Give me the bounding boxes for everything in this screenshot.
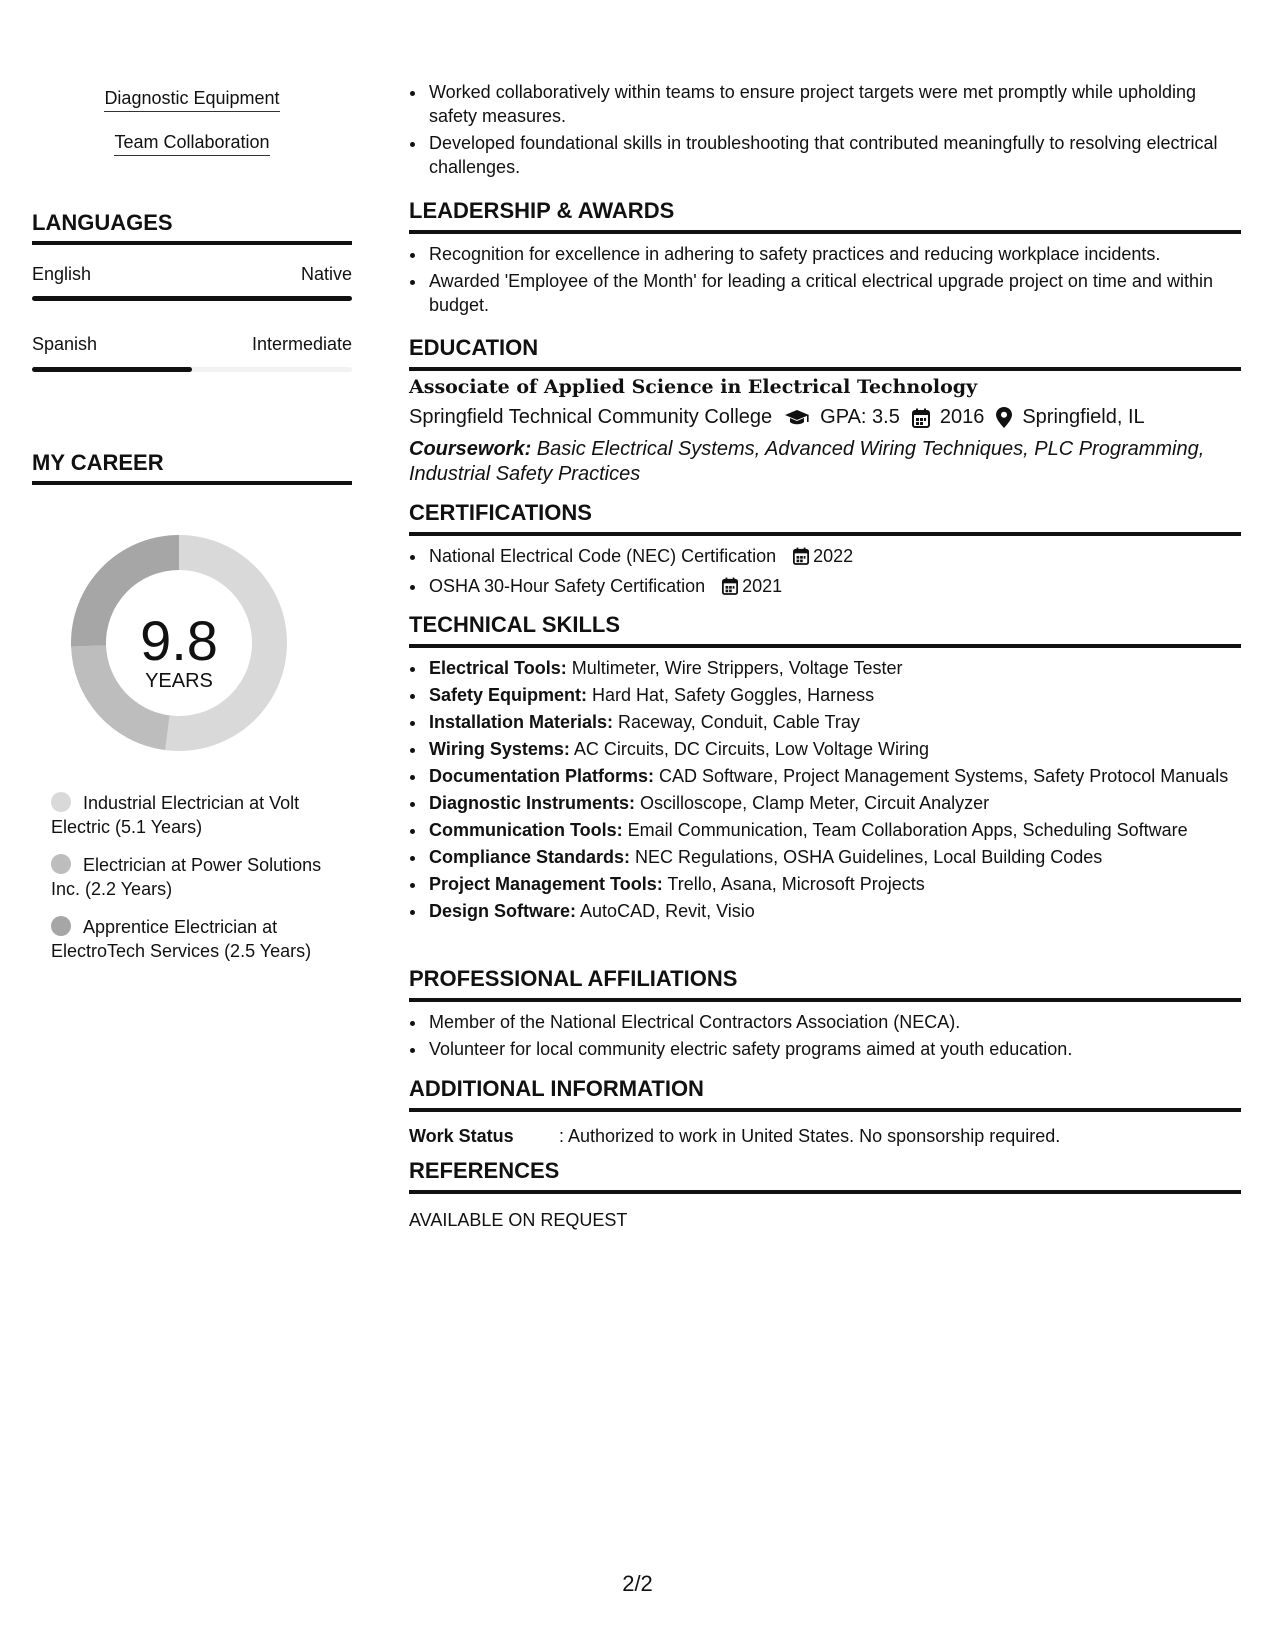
- list-item: [427, 818, 1239, 842]
- work-status-row: [409, 1126, 1060, 1147]
- skill-values: Oscilloscope, Clamp Meter, Circuit Analyzer: [635, 793, 990, 813]
- skill-tag: [32, 88, 352, 112]
- list-item: [427, 845, 1239, 869]
- list-item: [427, 574, 1239, 601]
- languages-heading: LANGUAGES: [32, 210, 352, 245]
- school-location: Springfield, IL: [1022, 406, 1145, 428]
- skill-category: Installation Materials:: [429, 712, 614, 732]
- career-legend-item: [51, 791, 341, 839]
- legend-dot-icon: [51, 916, 71, 936]
- coursework: [409, 437, 1241, 487]
- calendar-icon: [793, 547, 809, 571]
- certification-name: National Electrical Code (NEC) Certification: [429, 546, 777, 566]
- leadership-bullets: [427, 242, 1239, 320]
- legend-dot-icon: [51, 854, 71, 874]
- language-level: Intermediate: [251, 334, 352, 354]
- skill-values: AC Circuits, DC Circuits, Low Voltage Wiring: [569, 739, 929, 759]
- skill-tag-label: Team Collaboration: [114, 132, 269, 156]
- skill-category: Communication Tools:: [429, 820, 623, 840]
- list-item: [427, 656, 1239, 680]
- list-item: • Volunteer for local community electric safety programs aimed at youth education.: [427, 1037, 1239, 1061]
- career-legend-item: [51, 915, 341, 963]
- location-pin-icon: [996, 407, 1012, 428]
- additional-info-heading: ADDITIONAL INFORMATION: [409, 1076, 1241, 1112]
- language-name: Spanish: [32, 334, 98, 354]
- list-item: • Worked collaboratively within teams to ensure project targets were met promptly while upholding safety measures.: [427, 80, 1239, 128]
- skill-values: AutoCAD, Revit, Visio: [576, 901, 755, 921]
- career-legend-label: Electrician at Power Solutions Inc. (2.2 Years): [51, 855, 322, 899]
- skill-category: Wiring Systems:: [429, 739, 570, 759]
- graduation-year: 2016: [939, 406, 985, 428]
- certifications-heading: CERTIFICATIONS: [409, 500, 1241, 536]
- affiliations-heading: PROFESSIONAL AFFILIATIONS: [409, 966, 1241, 1002]
- list-item: [427, 899, 1239, 923]
- certifications-list: [427, 544, 1239, 604]
- career-unit: YEARS: [145, 670, 213, 692]
- language-bar-fill: [32, 367, 192, 372]
- list-item: • Awarded 'Employee of the Month' for leading a critical electrical upgrade project on time and within budget.: [427, 269, 1239, 317]
- language-bar: [32, 367, 352, 372]
- calendar-icon: [912, 408, 930, 428]
- list-item: • Recognition for excellence in adhering to safety practices and reducing workplace incidents.: [427, 242, 1239, 266]
- language-row: [32, 264, 352, 285]
- skill-values: CAD Software, Project Management Systems, Safety Protocol Manuals: [654, 766, 1229, 786]
- list-item: • Member of the National Electrical Contractors Association (NECA).: [427, 1010, 1239, 1034]
- skill-category: Project Management Tools:: [429, 874, 663, 894]
- certification-year: 2021: [742, 576, 783, 596]
- affiliations-list: [427, 1010, 1239, 1064]
- education-heading: EDUCATION: [409, 335, 1241, 371]
- list-item: [427, 737, 1239, 761]
- skill-tag: [32, 132, 352, 156]
- list-item: [427, 764, 1239, 788]
- skill-values: Raceway, Conduit, Cable Tray: [613, 712, 860, 732]
- skill-values: Email Communication, Team Collaboration Apps, Scheduling Software: [622, 820, 1188, 840]
- list-item: • Developed foundational skills in troubleshooting that contributed meaningfully to resolving electrical challenges.: [427, 131, 1239, 179]
- graduation-cap-icon: [784, 409, 810, 427]
- references-heading: REFERENCES: [409, 1158, 1241, 1194]
- list-item: [427, 872, 1239, 896]
- skill-values: Multimeter, Wire Strippers, Voltage Tester: [566, 658, 903, 678]
- certification-year: 2022: [813, 546, 854, 566]
- work-status-value: : Authorized to work in United States. No sponsorship required.: [559, 1126, 1061, 1146]
- skill-values: Trello, Asana, Microsoft Projects: [662, 874, 925, 894]
- degree-title: Associate of Applied Science in Electrical Technology: [409, 376, 978, 398]
- list-item: [427, 791, 1239, 815]
- calendar-icon: [722, 577, 738, 601]
- experience-bullets: [427, 80, 1239, 182]
- skill-category: Documentation Platforms:: [429, 766, 655, 786]
- skill-category: Electrical Tools:: [429, 658, 567, 678]
- list-item: [427, 544, 1239, 571]
- skill-category: Diagnostic Instruments:: [429, 793, 636, 813]
- career-legend-item: [51, 853, 341, 901]
- skill-category: Safety Equipment:: [429, 685, 588, 705]
- technical-skills-list: [427, 656, 1239, 926]
- language-level: Native: [300, 264, 352, 284]
- skill-tag-label: Diagnostic Equipment: [104, 88, 279, 112]
- coursework-list: Basic Electrical Systems, Advanced Wiring Techniques, PLC Programming, Industrial Safety Practices: [409, 438, 1205, 485]
- list-item: [427, 683, 1239, 707]
- list-item: [427, 710, 1239, 734]
- language-name: English: [32, 264, 92, 284]
- career-total: 9.8: [140, 609, 218, 672]
- page-number: 2/2: [622, 1571, 653, 1596]
- language-bar: [32, 296, 352, 301]
- career-heading: MY CAREER: [32, 450, 352, 485]
- school-name: Springfield Technical Community College: [409, 406, 773, 428]
- skill-category: Design Software:: [429, 901, 577, 921]
- career-donut: [66, 530, 292, 756]
- leadership-heading: LEADERSHIP & AWARDS: [409, 198, 1241, 234]
- certification-name: OSHA 30-Hour Safety Certification: [429, 576, 706, 596]
- coursework-label: Coursework:: [409, 438, 532, 460]
- skill-category: Compliance Standards:: [429, 847, 631, 867]
- technical-skills-heading: TECHNICAL SKILLS: [409, 612, 1241, 648]
- gpa: GPA: 3.5: [820, 406, 900, 428]
- references-text: AVAILABLE ON REQUEST: [409, 1210, 628, 1230]
- legend-dot-icon: [51, 792, 71, 812]
- career-legend-label: Industrial Electrician at Volt Electric (5.1 Years): [51, 793, 300, 837]
- skill-values: NEC Regulations, OSHA Guidelines, Local Building Codes: [630, 847, 1103, 867]
- language-bar-fill: [32, 296, 352, 301]
- language-row: [32, 334, 352, 355]
- career-legend-label: Apprentice Electrician at ElectroTech Services (2.5 Years): [51, 917, 312, 961]
- work-status-label: Work Status: [409, 1126, 514, 1146]
- education-details: [409, 406, 1145, 429]
- skill-values: Hard Hat, Safety Goggles, Harness: [587, 685, 875, 705]
